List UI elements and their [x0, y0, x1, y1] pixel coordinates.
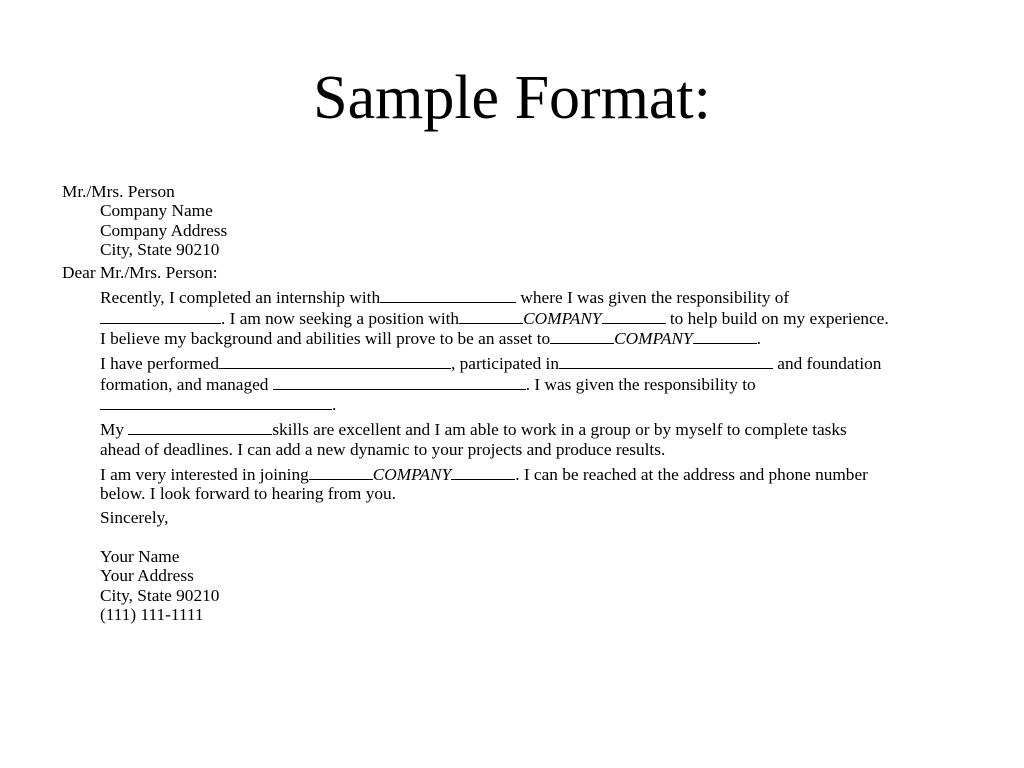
p2-text-d: formation, and managed	[100, 374, 273, 394]
p1-text-c: . I am now seeking a position with	[221, 308, 460, 328]
company-placeholder: COMPANY	[614, 329, 693, 349]
recipient-address: Company Address	[100, 220, 228, 240]
sender-address: Your Address	[100, 566, 194, 586]
recipient-city: City, State 90210	[100, 239, 220, 259]
paragraph-skills	[62, 419, 982, 459]
closing-block	[62, 508, 982, 624]
p1-text-d: to help build on my experience.	[665, 308, 889, 328]
blank-company-post	[451, 464, 515, 480]
company-placeholder: COMPANY	[523, 308, 602, 328]
p3-text-a: My	[100, 420, 129, 440]
blank-company-post	[602, 308, 666, 324]
spacer	[100, 528, 982, 547]
blank-internship	[380, 287, 516, 303]
p1-text-e: I believe my background and abilities will prove to be an asset to	[100, 329, 551, 349]
blank-responsibility-2	[100, 394, 332, 410]
recipient-name: Mr./Mrs. Person	[62, 182, 175, 201]
paragraph-performed	[62, 353, 982, 414]
blank-performed	[219, 353, 451, 369]
p4-text-a: I am very interested in joining	[100, 464, 309, 484]
closing: Sincerely,	[100, 508, 169, 528]
p2-text-e: . I was given the responsibility to	[525, 374, 756, 394]
sender-city: City, State 90210	[100, 585, 220, 605]
blank-company-pre	[550, 328, 614, 344]
p4-text-b: . I can be reached at the address and phone number	[515, 464, 868, 484]
blank-skills	[128, 419, 272, 435]
blank-managed	[273, 374, 526, 390]
blank-company-pre	[459, 308, 523, 324]
blank-participated	[559, 353, 773, 369]
slide-title: Sample Format:	[313, 64, 711, 132]
sender-phone: (111) 111-1111	[100, 604, 204, 624]
p3-text-b: skills are excellent and I am able to work in a group or by myself to complete tasks	[272, 420, 847, 440]
recipient-company: Company Name	[100, 201, 213, 221]
salutation: Dear Mr./Mrs. Person:	[62, 263, 218, 283]
p1-text-a: Recently, I completed an internship with	[100, 288, 381, 308]
p3-text-c: ahead of deadlines. I can add a new dynamic to your projects and produce results.	[100, 439, 666, 459]
p1-text-b: where I was given the responsibility of	[516, 288, 790, 308]
paragraph-internship	[62, 287, 982, 348]
p2-text-f: .	[332, 394, 337, 414]
paragraph-joining	[62, 464, 982, 504]
p4-text-c: below. I look forward to hearing from you.	[100, 484, 396, 504]
letter-body	[62, 182, 982, 624]
p2-text-b: , participated in	[451, 354, 559, 374]
blank-company-post	[693, 328, 757, 344]
p1-text-f: .	[756, 329, 761, 349]
sender-name: Your Name	[100, 547, 180, 567]
blank-company-pre	[309, 464, 373, 480]
p2-text-a: I have performed	[100, 354, 219, 374]
blank-responsibility	[100, 308, 221, 324]
p2-text-c: and foundation	[772, 354, 882, 374]
company-placeholder: COMPANY	[372, 464, 452, 484]
